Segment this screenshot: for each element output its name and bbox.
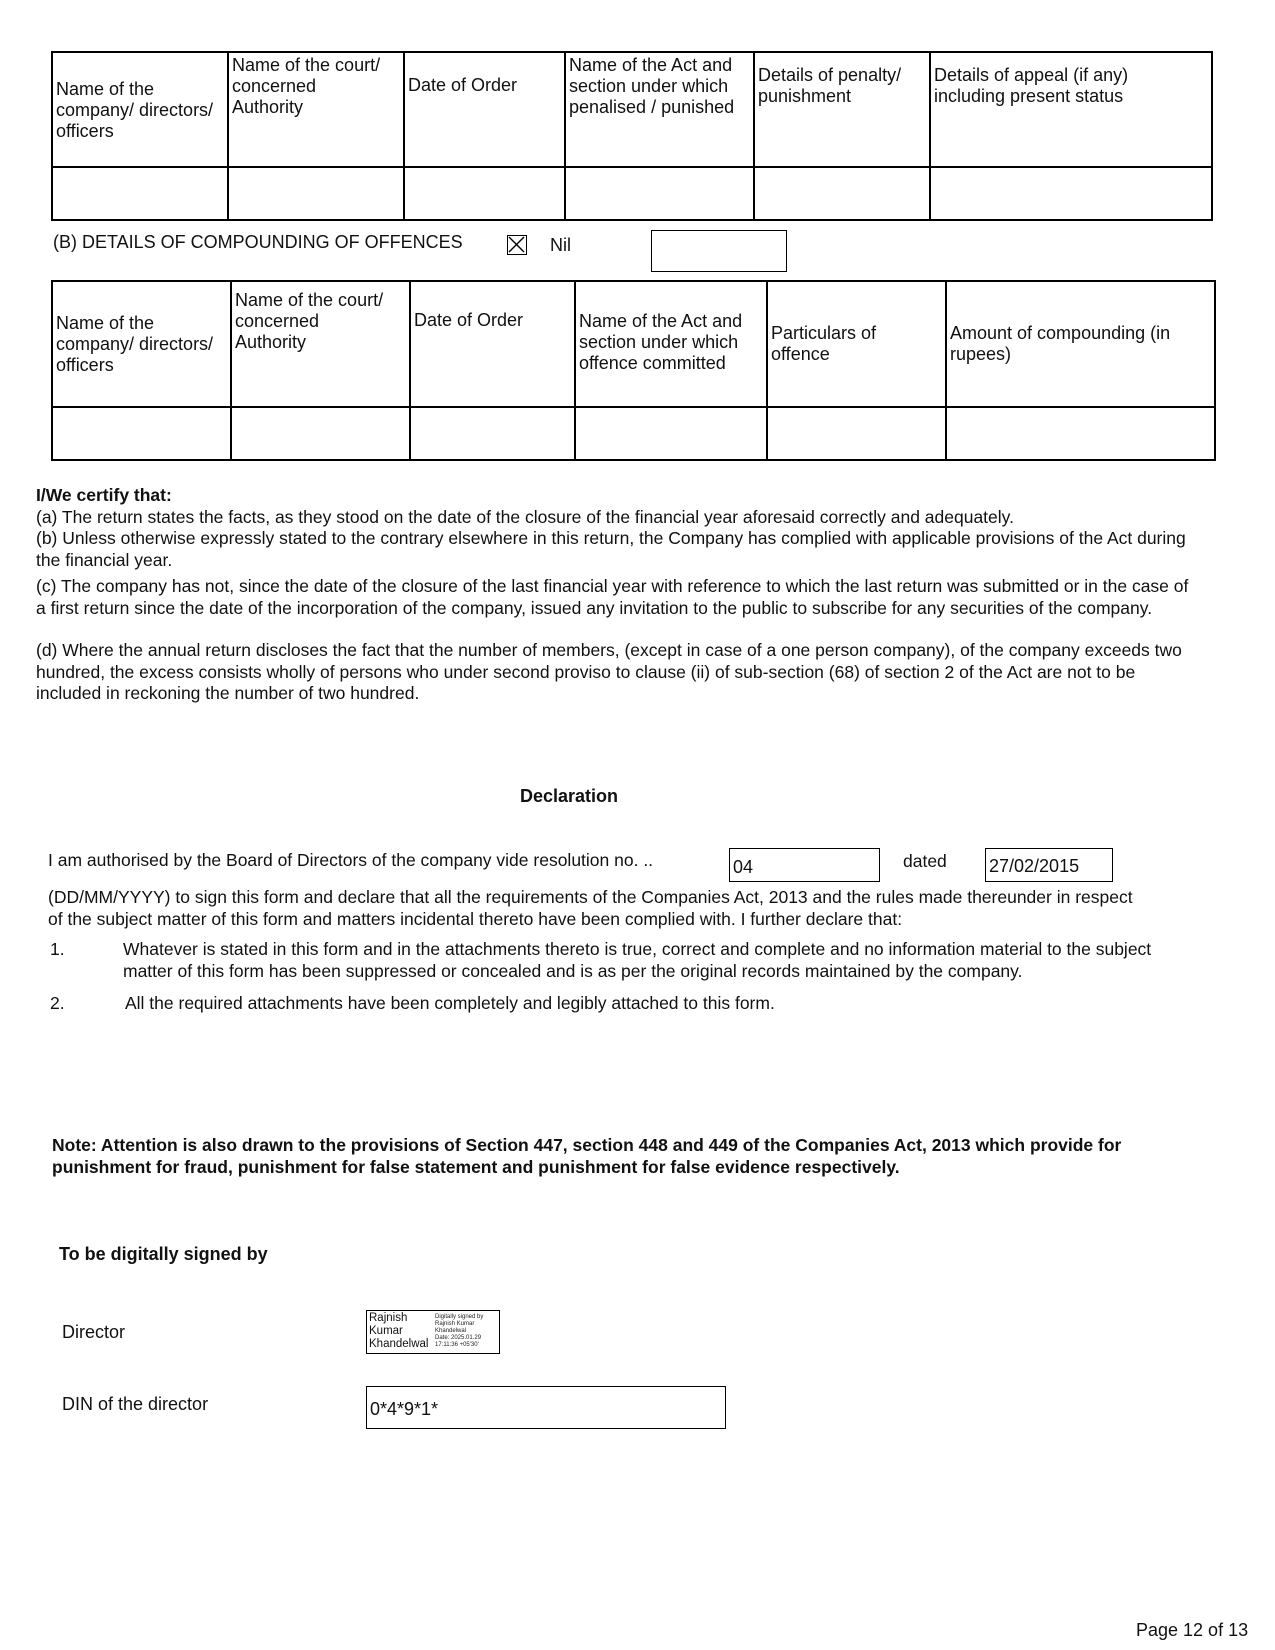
header-cell: Details of appeal (if any) including present status	[930, 52, 1212, 167]
declaration-item-number: 1.	[50, 939, 65, 959]
nil-checkbox[interactable]	[507, 235, 527, 255]
header-cell: Details of penalty/ punishment	[754, 52, 930, 167]
declaration-item-text: Whatever is stated in this form and in the attachments thereto is true, correct and complete and no information material to the subject matter of this form has been suppressed or concealed and is as per the original records maintained by the company.	[123, 939, 1152, 981]
table-row	[52, 167, 1212, 220]
resolution-date-field[interactable]	[985, 848, 1113, 882]
table-cell[interactable]	[410, 407, 575, 460]
table-cell[interactable]	[930, 167, 1212, 220]
resolution-number-value: 04	[733, 857, 754, 877]
nil-label: Nil	[550, 235, 571, 255]
signature-name: Rajnish Kumar Khandelwal	[369, 1312, 429, 1350]
resolution-number-field[interactable]	[729, 848, 880, 882]
declaration-line2: (DD/MM/YYYY) to sign this form and declare that all the requirements of the Companies Act, 2013 and the rules made thereunder in respect of the subject matter of this form and matters incidental thereto have been complied with. I further declare that:	[48, 887, 1133, 929]
declaration-item-number: 2.	[50, 993, 65, 1013]
declaration-line1: I am authorised by the Board of Directors of the company vide resolution no. ..	[48, 850, 654, 870]
compounding-count-field[interactable]	[651, 230, 787, 272]
table-cell[interactable]	[767, 407, 946, 460]
page-number: Page 12 of 13	[1136, 1620, 1249, 1640]
header-cell: Date of Order	[410, 281, 575, 407]
table-cell[interactable]	[228, 167, 404, 220]
table-cell[interactable]	[52, 407, 231, 460]
din-label: DIN of the director	[62, 1394, 209, 1414]
resolution-date-value: 27/02/2015	[989, 856, 1080, 876]
header-cell: Name of the court/ concerned Authority	[228, 52, 404, 167]
signing-heading: To be digitally signed by	[59, 1244, 268, 1264]
header-cell: Name of the Act and section under which penalised / punished	[565, 52, 754, 167]
table-cell[interactable]	[754, 167, 930, 220]
table-cell[interactable]	[404, 167, 565, 220]
director-label: Director	[62, 1322, 126, 1342]
declaration-title: Declaration	[520, 786, 619, 806]
table-cell[interactable]	[52, 167, 228, 220]
certify-b: (b) Unless otherwise expressly stated to the contrary elsewhere in this return, the Company has complied with applicable provisions of the Act during the financial year.	[36, 528, 1186, 570]
table-row	[52, 407, 1215, 460]
header-cell: Amount of compounding (in rupees)	[946, 281, 1215, 407]
attention-note: Note: Attention is also drawn to the provisions of Section 447, section 448 and 449 of the Companies Act, 2013 which provide for punishment for fraud, punishment for false statement and punishment for false evidence respectively.	[52, 1135, 1122, 1177]
section-b-title: (B) DETAILS OF COMPOUNDING OF OFFENCES	[53, 232, 463, 252]
dated-label: dated	[903, 851, 947, 871]
table-cell[interactable]	[946, 407, 1215, 460]
certify-a: (a) The return states the facts, as they stood on the date of the closure of the financial year aforesaid correctly and adequately.	[36, 507, 1014, 527]
table-cell[interactable]	[231, 407, 410, 460]
checkmark-x-icon	[508, 236, 525, 253]
table-cell[interactable]	[575, 407, 767, 460]
din-value: 0*4*9*1*	[370, 1399, 439, 1419]
signature-details: Digitally signed by Rajnish Kumar Khandelwal Date: 2025.01.29 17:11:36 +05'30'	[435, 1314, 484, 1348]
header-cell: Name of the Act and section under which offence committed	[575, 281, 767, 407]
certify-heading: I/We certify that:	[36, 485, 172, 505]
header-cell: Particulars of offence	[767, 281, 946, 407]
penalty-table	[51, 51, 1213, 221]
declaration-item-text: All the required attachments have been completely and legibly attached to this form.	[125, 993, 775, 1013]
header-cell: Name of the company/ directors/ officers	[52, 281, 231, 407]
compounding-table	[51, 280, 1216, 461]
certify-d: (d) Where the annual return discloses the fact that the number of members, (except in case of a one person company), of the company exceeds two hundred, the excess consists wholly of persons who under second proviso to clause (ii) of sub-section (68) of section 2 of the Act are not to be included in reckoning the number of two hundred.	[36, 640, 1182, 703]
header-cell: Name of the court/ concerned Authority	[231, 281, 410, 407]
table-cell[interactable]	[565, 167, 754, 220]
certify-c: (c) The company has not, since the date of the closure of the last financial year with reference to which the last return was submitted or in the case of a first return since the date of the incorporation of the company, issued any invitation to the public to subscribe for any securities of the company.	[36, 576, 1189, 618]
din-field[interactable]	[366, 1386, 726, 1429]
header-cell: Name of the company/ directors/ officers	[52, 52, 228, 167]
digital-signature[interactable]	[366, 1310, 500, 1354]
header-cell: Date of Order	[404, 52, 565, 167]
